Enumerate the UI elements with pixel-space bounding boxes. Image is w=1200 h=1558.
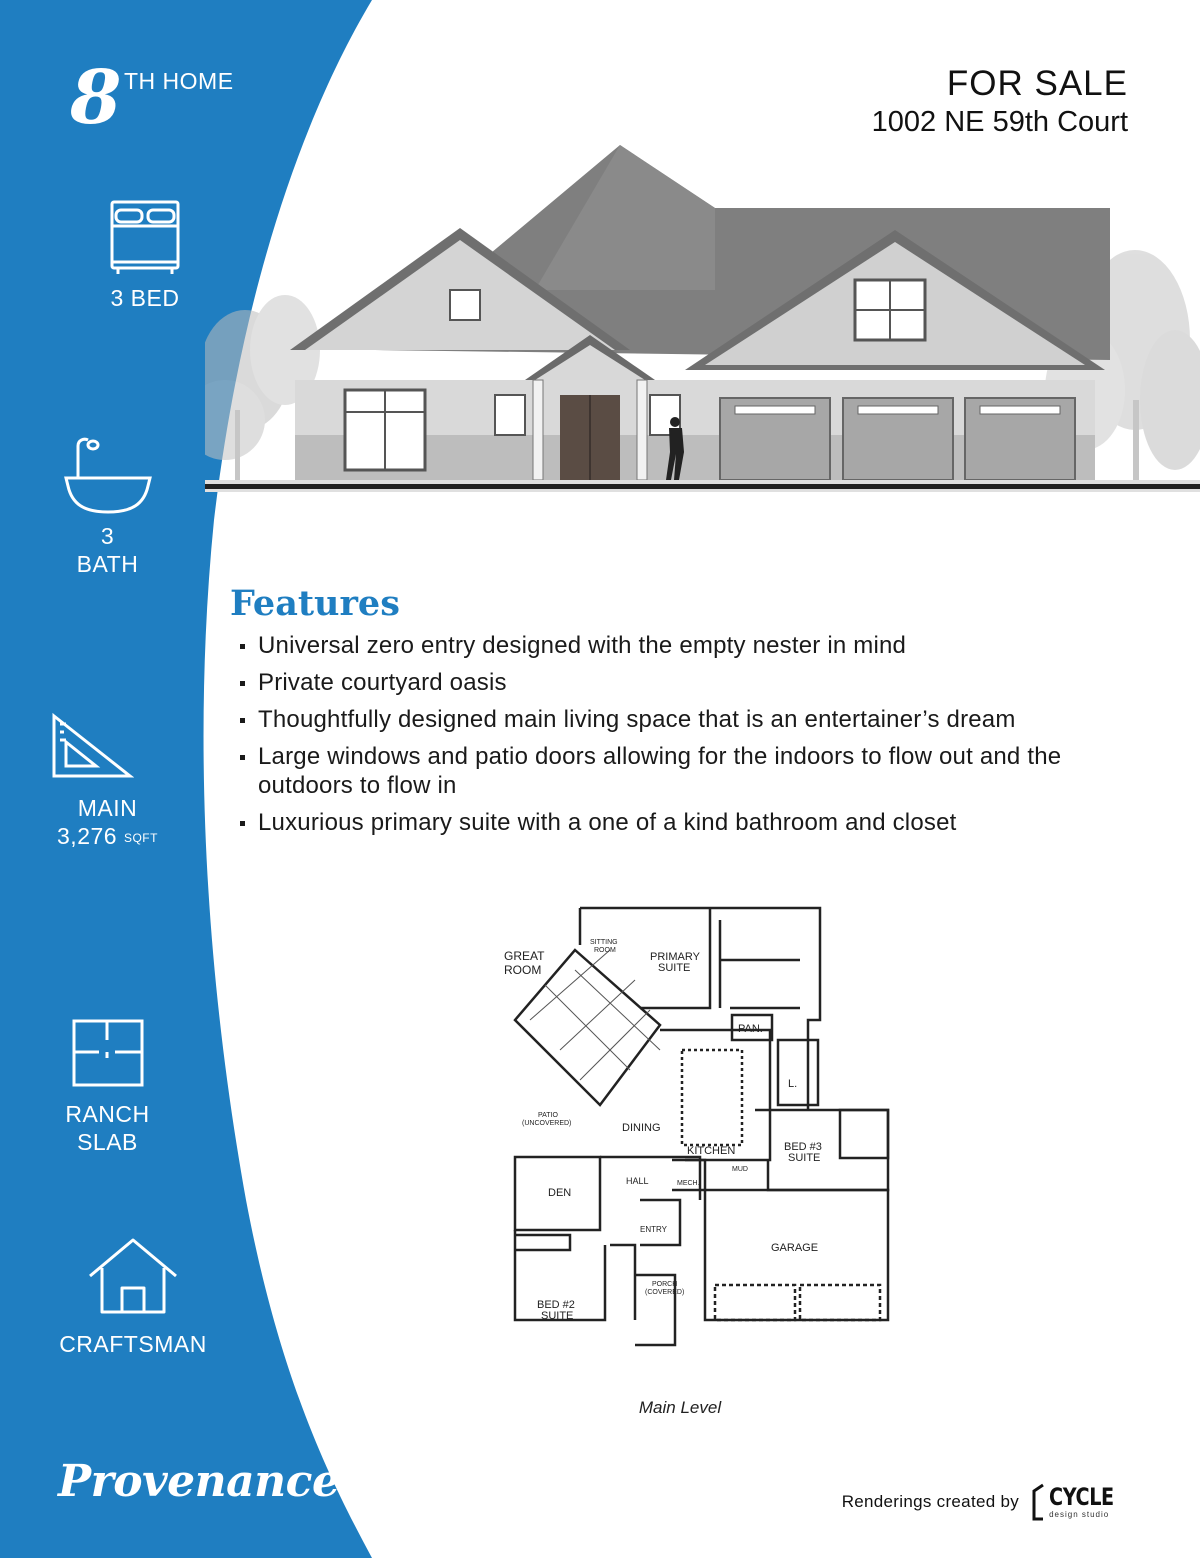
triangle-ruler-icon [50, 712, 134, 780]
stat-bed [60, 198, 230, 312]
fp-garage: GARAGE [771, 1242, 819, 1254]
area-label: MAIN [77, 795, 138, 821]
fp-bed2-1: BED #2 [537, 1299, 575, 1311]
cycle-logo-main: CYCLE [1049, 1483, 1114, 1511]
features-section [230, 583, 1130, 845]
features-title: Features [230, 583, 400, 624]
house-icon [86, 1236, 180, 1316]
fp-den: DEN [548, 1187, 572, 1199]
stat-area [30, 712, 185, 850]
listing-status: FOR SALE [946, 64, 1128, 103]
fp-entry: ENTRY [640, 1225, 667, 1234]
stat-style [45, 1018, 170, 1156]
floor-plan [500, 900, 900, 1360]
style-line1: RANCH [65, 1101, 150, 1127]
rendering-credit [842, 1480, 1130, 1524]
feature-item: Luxurious primary suite with a one of a kind bathroom and closet [230, 808, 1130, 837]
fp-porch-1: PORCH [652, 1281, 678, 1288]
cycle-logo [1031, 1483, 1130, 1521]
fp-patio-2: (UNCOVERED) [522, 1120, 572, 1127]
area-unit: SQFT [123, 831, 158, 845]
bed-count: 3 BED [110, 285, 180, 311]
fp-pantry: PAN. [738, 1023, 763, 1035]
brand-logo: Provenance [58, 1456, 340, 1507]
listing-header [872, 64, 1128, 140]
floorplan-icon [71, 1018, 145, 1088]
cycle-logo-sub: design studio [1049, 1510, 1110, 1519]
house-rendering [205, 140, 1200, 495]
fp-mud: MUD [732, 1166, 748, 1173]
style-line2: SLAB [77, 1129, 138, 1155]
fp-mech: MECH. [677, 1180, 700, 1187]
bath-count: 3 [100, 523, 115, 549]
feature-item: Large windows and patio doors allowing for the indoors to flow out and the outdoors to flow in [230, 742, 1130, 800]
area-value: 3,276 [57, 823, 118, 849]
fp-primary-suite-2: SUITE [658, 962, 691, 974]
feature-item: Thoughtfully designed main living space that is an entertainer’s dream [230, 705, 1130, 734]
fp-great-room-2: ROOM [504, 963, 542, 977]
listing-address: 1002 NE 59th Court [871, 106, 1128, 138]
fp-hall: HALL [626, 1176, 649, 1186]
bath-label: BATH [76, 551, 139, 577]
fp-porch-2: (COVERED) [645, 1289, 685, 1296]
fp-sitting-room-2: ROOM [594, 947, 616, 954]
fp-dining: DINING [622, 1122, 661, 1134]
fp-laundry: L. [788, 1078, 798, 1090]
home-number-suffix: TH HOME [124, 68, 234, 94]
fp-great-room-1: GREAT [504, 949, 545, 963]
credit-text: Renderings created by [841, 1492, 1020, 1511]
feature-item: Universal zero entry designed with the empty nester in mind [230, 631, 1130, 660]
type-label: CRAFTSMAN [59, 1331, 207, 1357]
fp-kitchen: KITCHEN [687, 1145, 736, 1157]
area-value-line [30, 822, 185, 850]
fp-primary-suite-1: PRIMARY [650, 951, 700, 963]
bed-icon [108, 198, 182, 276]
features-list [230, 631, 1130, 837]
fp-bed3-1: BED #3 [784, 1141, 822, 1153]
home-number: 8 [70, 55, 122, 141]
stat-bath [40, 436, 175, 578]
fp-bed3-2: SUITE [788, 1152, 821, 1164]
home-number-badge [70, 55, 270, 141]
feature-item: Private courtyard oasis [230, 668, 1130, 697]
cycle-bracket-icon [1031, 1483, 1045, 1521]
fp-bed2-2: SUITE [541, 1310, 574, 1322]
floorplan-caption: Main Level [638, 1398, 722, 1417]
fp-patio-1: PATIO [538, 1112, 558, 1119]
fp-sitting-room-1: SITTING [590, 939, 618, 946]
stat-type [40, 1236, 226, 1358]
bathtub-icon [62, 436, 154, 516]
